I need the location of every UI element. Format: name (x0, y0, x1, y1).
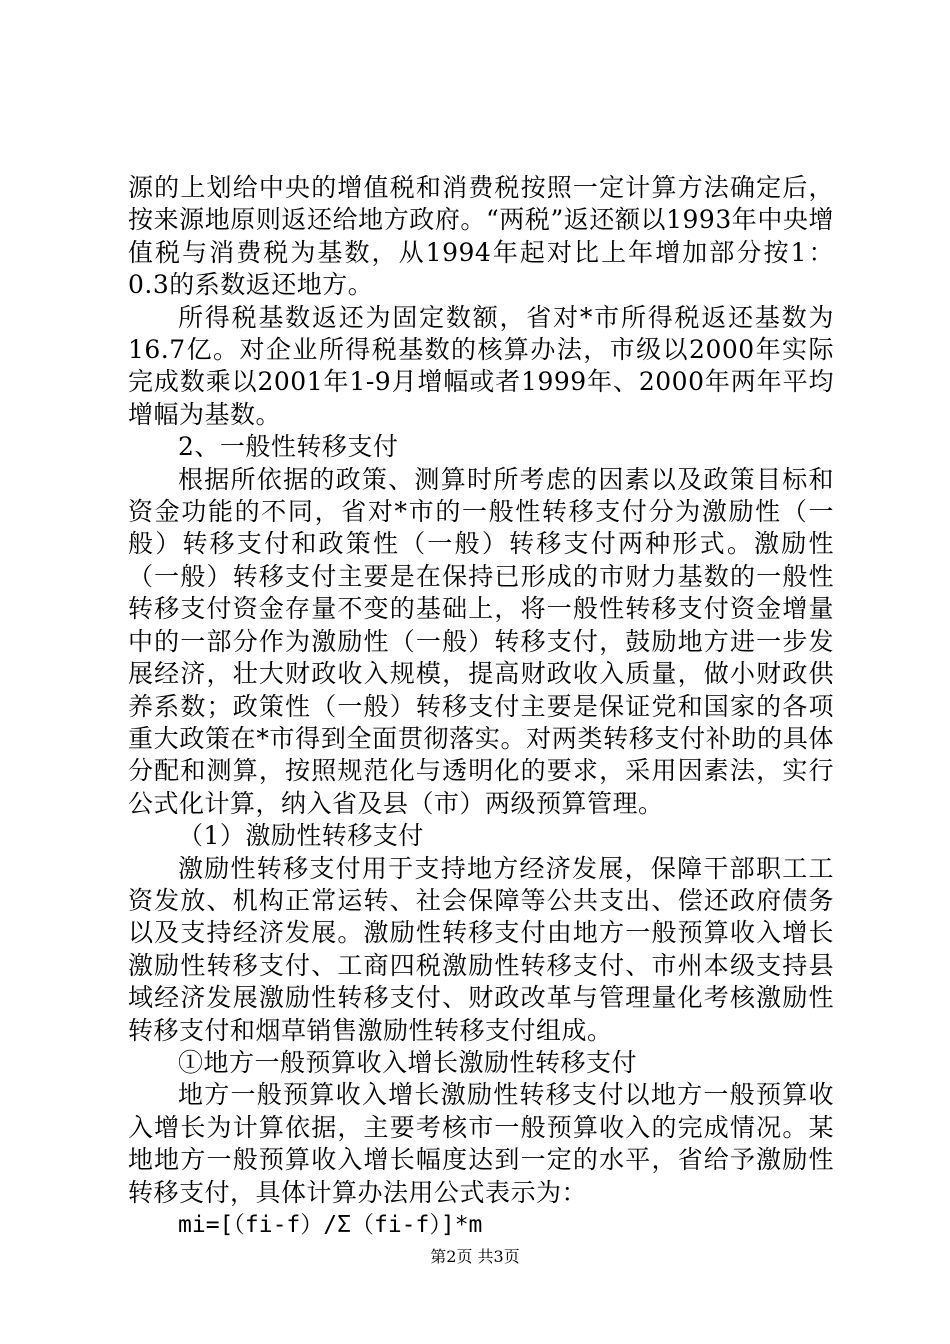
paragraph-general-transfer: 根据所依据的政策、测算时所考虑的因素以及政策目标和资金功能的不同，省对*市的一般性转移支付分为激励性（一般）转移支付和政策性（一般）转移支付两种形式。激励性（一般）转移支付主要是在保持已形成的市财力基数的一般性转移支付资金存量不变的基础上，将一般性转移支付资金增量中的一部分作为激励性（一般）转移支付，鼓励地方进一步发展经济，壮大财政收入规模，提高财政收入质量，做小财政供养系数；政策性（一般）转移支付主要是保证党和国家的各项重大政策在*市得到全面贯彻落实。对两类转移支付补助的具体分配和测算，按照规范化与透明化的要求，采用因素法，实行公式化计算，纳入省及县（市）两级预算管理。 (128, 464, 834, 818)
page-footer: 第2页 共3页 (430, 1247, 520, 1266)
paragraph-incentive-transfer: 激励性转移支付用于支持地方经济发展，保障干部职工工资发放、机构正常运转、社会保障等公共支出、偿还政府债务以及支持经济发展。激励性转移支付由地方一般预算收入增长激励性转移支付、工商四税激励性转移支付、市州本级支持县域经济发展激励性转移支付、财政改革与管理量化考核激励性转移支付和烟草销售激励性转移支付组成。 (128, 853, 834, 1045)
document-body (128, 172, 834, 1241)
formula: mi=[（fi-f）/Σ（fi-f）]*m (178, 1212, 483, 1238)
paragraph-income-tax-return: 所得税基数返还为固定数额，省对*市所得税返还基数为16.7亿。对企业所得税基数的核算办法，市级以2000年实际完成数乘以2001年1-9月增幅或者1999年、2000年两年平均增幅为基数。 (128, 302, 834, 429)
subsection-heading-incentive-transfer: （1）激励性转移支付 (178, 821, 424, 851)
paragraph-two-tax-return: 源的上划给中央的增值税和消费税按照一定计算方法确定后，按来源地原则返还给地方政府。“两税”返还额以1993年中央增值税与消费税为基数，从1994年起对比上年增加部分按1：0.3的系数返还地方。 (128, 173, 834, 300)
paragraph-revenue-growth-transfer: 地方一般预算收入增长激励性转移支付以地方一般预算收入增长为计算依据，主要考核市一般预算收入的完成情况。某地地方一般预算收入增长幅度达到一定的水平，省给予激励性转移支付，具体计算办法用公式表示为： (128, 1080, 834, 1207)
section-heading-general-transfer: 2、一般性转移支付 (178, 432, 399, 462)
item-heading-revenue-growth-transfer: ①地方一般预算收入增长激励性转移支付 (178, 1047, 638, 1077)
